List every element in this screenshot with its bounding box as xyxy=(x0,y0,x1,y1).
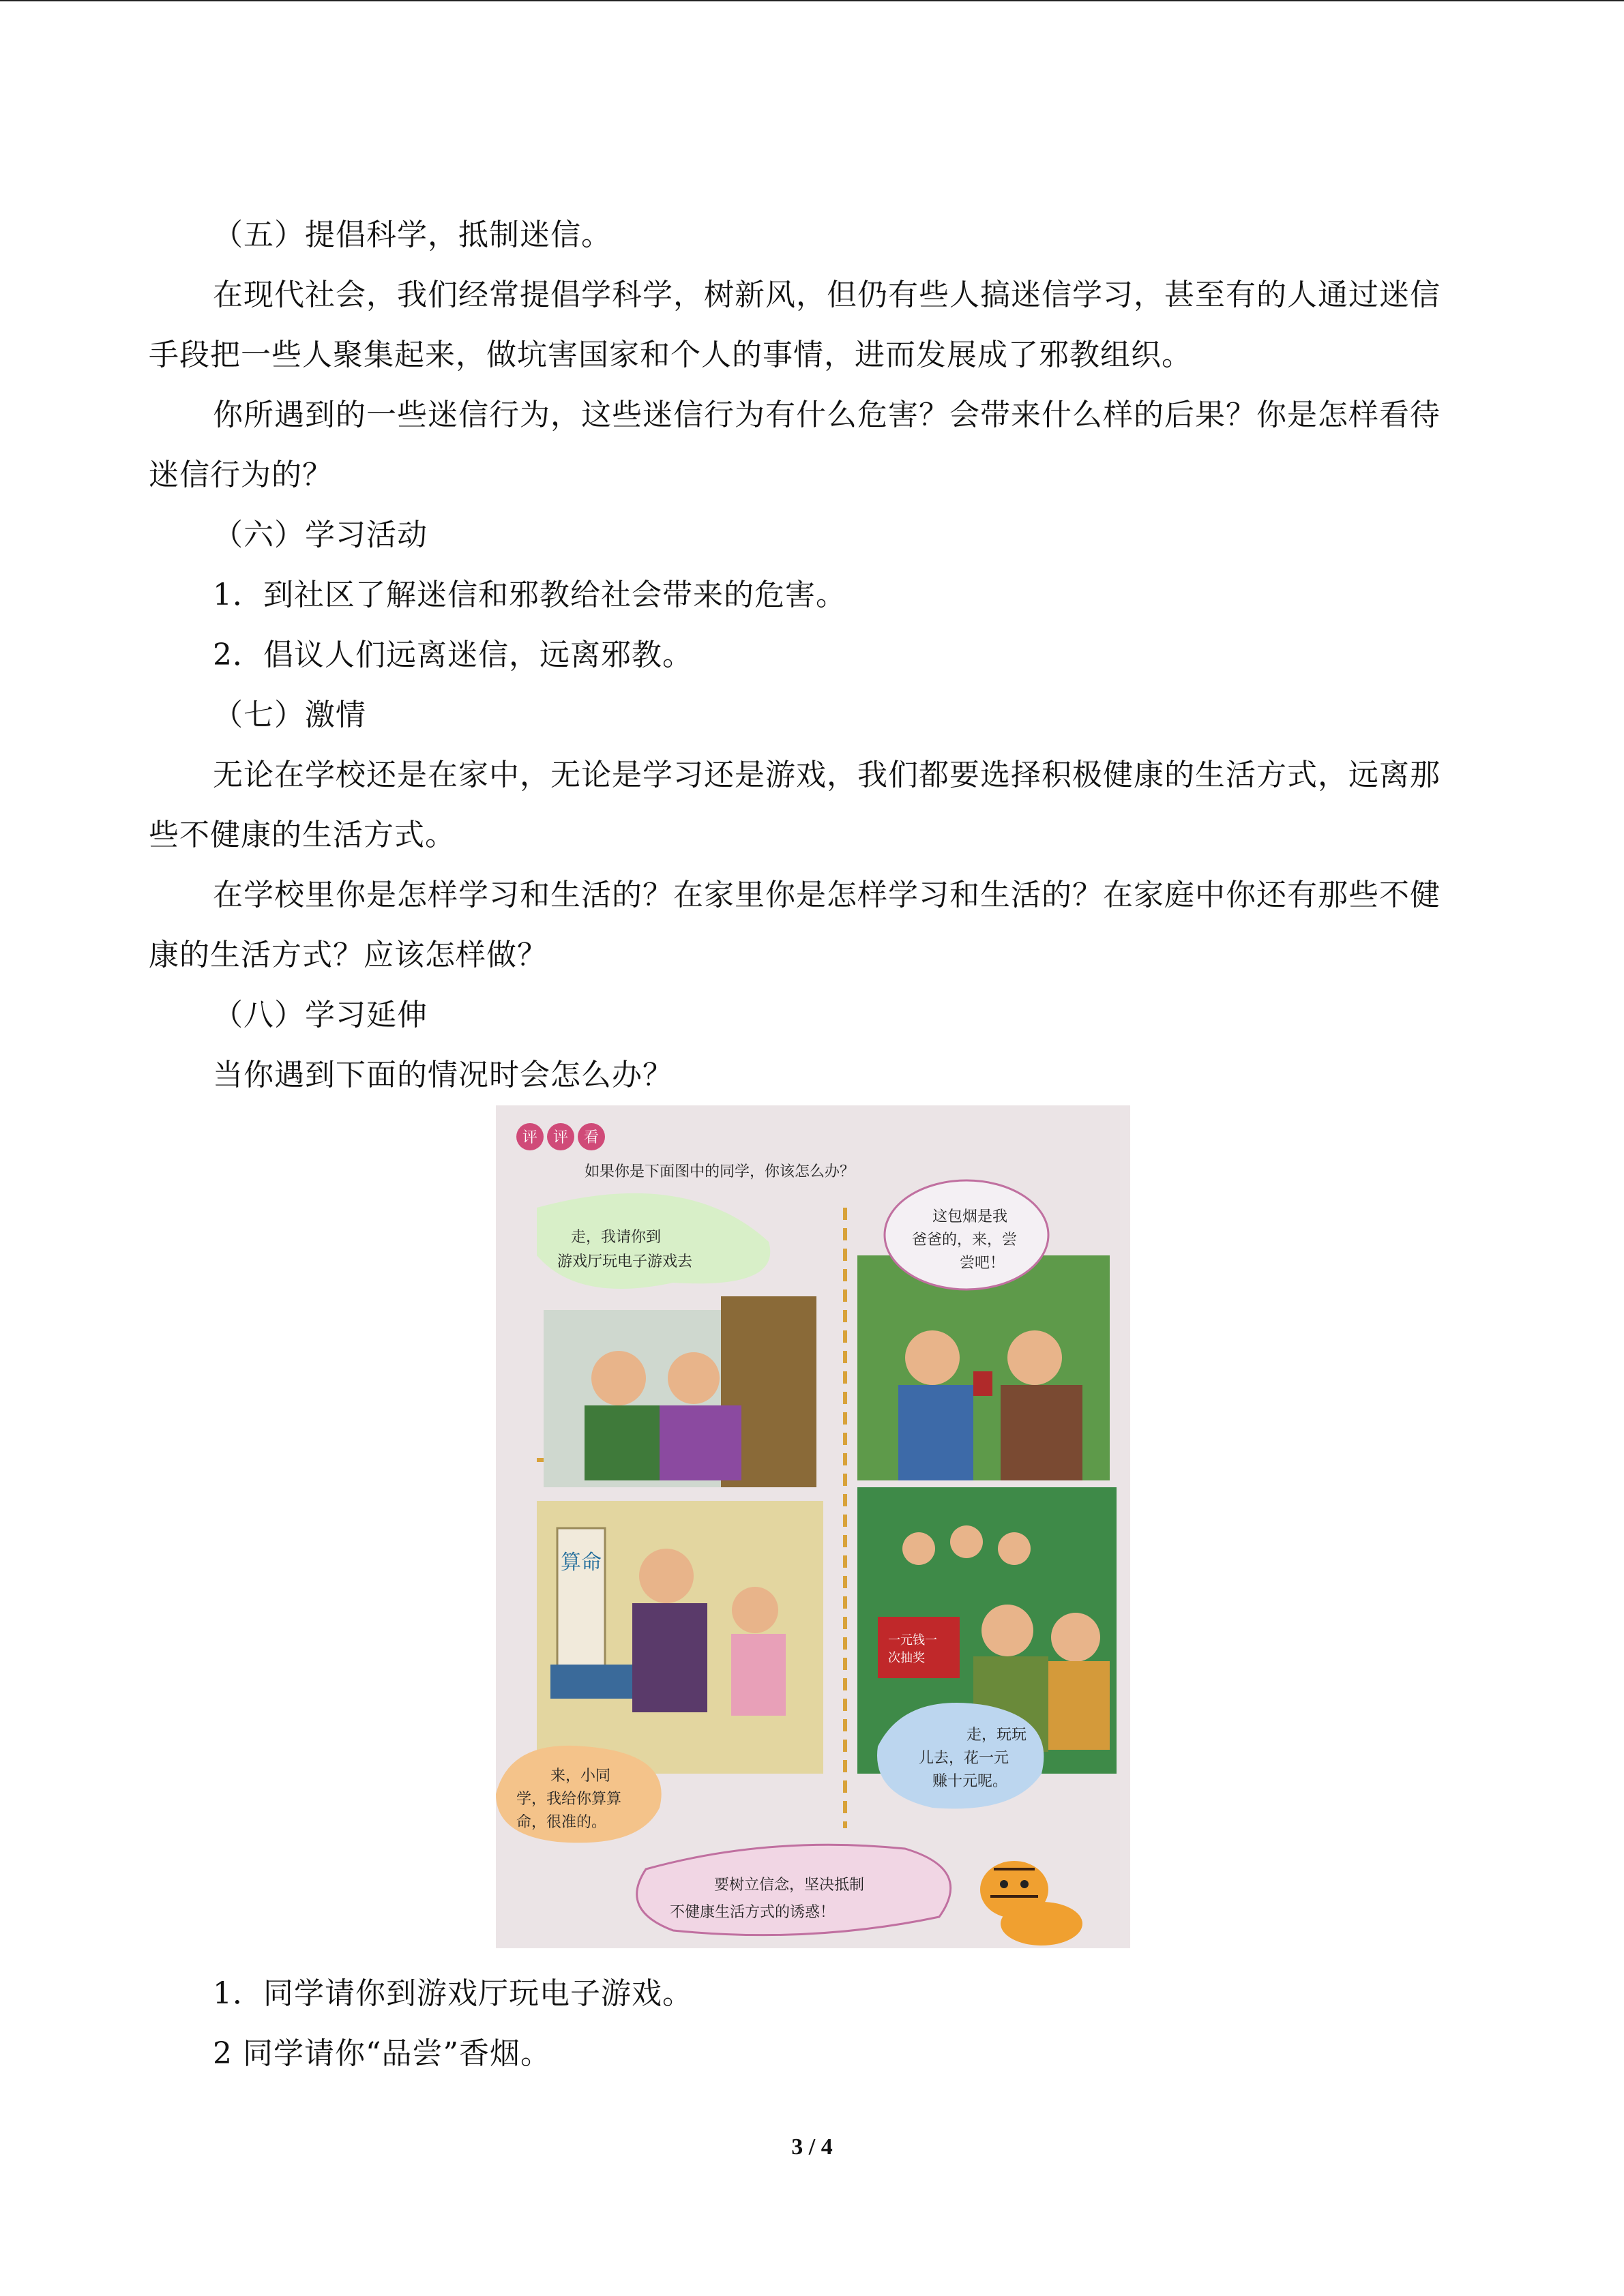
fortune-sign: 算命 xyxy=(561,1551,602,1575)
list-item: 2．倡议人们远离迷信，远离邪教。 xyxy=(213,638,693,672)
section-heading-8: （八）学习延伸 xyxy=(213,998,428,1032)
section-heading-6: （六）学习活动 xyxy=(213,518,428,552)
badge-char: 评 xyxy=(552,1129,569,1146)
paragraph: 在现代社会，我们经常提倡学科学，树新风，但仍有些人搞迷信学习，甚至有的人通过迷信手段把一些人聚集起来，做坑害国家和个人的事情，进而发展成了邪教组织。 xyxy=(149,278,1441,372)
paragraph: 当你遇到下面的情况时会怎么办？ xyxy=(213,1058,673,1092)
badge-char: 看 xyxy=(583,1129,600,1146)
textbook-illustration xyxy=(496,1105,1130,1948)
paragraph: 无论在学校还是在家中，无论是学习还是游戏，我们都要选择积极健康的生活方式，远离那些不健康的生活方式。 xyxy=(149,758,1441,852)
section-heading-7: （七）激情 xyxy=(213,698,366,732)
page-number: 3 / 4 xyxy=(791,2134,833,2160)
bubble-text: 走，玩玩 xyxy=(966,1727,1027,1744)
body-text xyxy=(149,205,1458,1105)
list-item: 1．同学请你到游戏厅玩电子游戏。 xyxy=(213,1976,693,2011)
after-figure-text xyxy=(149,1964,1458,2084)
paragraph: 你所遇到的一些迷信行为，这些迷信行为有什么危害？会带来什么样的后果？你是怎样看待迷信行为的？ xyxy=(149,398,1441,492)
list-item: 1．到社区了解迷信和邪教给社会带来的危害。 xyxy=(213,578,846,612)
bubble-text: 这包烟是我 xyxy=(932,1208,1008,1225)
panel-lottery xyxy=(857,1487,1117,1808)
bubble-text: 爸爸的，来，尝 xyxy=(912,1232,1018,1249)
bubble-text: 学，我给你算算 xyxy=(516,1791,622,1808)
section-heading-5: （五）提倡科学，抵制迷信。 xyxy=(213,218,612,252)
badge-char: 评 xyxy=(522,1129,538,1146)
bubble-text: 走，我请你到 xyxy=(571,1229,662,1246)
page-top-rule xyxy=(0,0,1624,1)
badge-icon xyxy=(516,1123,605,1150)
bubble-text: 命，很准的。 xyxy=(516,1814,607,1831)
paragraph: 在学校里你是怎样学习和生活的？在家里你是怎样学习和生活的？在家庭中你还有那些不健康的生活方式？应该怎样做？ xyxy=(149,878,1441,972)
bubble-text: 儿去，花一元 xyxy=(919,1750,1009,1767)
bubble-text: 不健康生活方式的诱惑！ xyxy=(670,1904,836,1921)
bubble-text: 赚十元呢。 xyxy=(932,1773,1008,1790)
bubble-text: 尝吧！ xyxy=(960,1255,1005,1272)
lottery-box-text: 次抽奖 xyxy=(888,1651,925,1665)
list-item: 2 同学请你“品尝”香烟。 xyxy=(213,2036,551,2071)
lottery-box-text: 一元钱一 xyxy=(888,1633,937,1648)
bubble-text: 来，小同 xyxy=(550,1768,611,1785)
figure-prompt: 如果你是下面图中的同学，你该怎么办？ xyxy=(585,1163,855,1180)
illustration-svg xyxy=(496,1105,1130,1948)
bubble-text: 要树立信念，坚决抵制 xyxy=(714,1877,865,1894)
bubble-text: 游戏厅玩电子游戏去 xyxy=(557,1253,693,1270)
